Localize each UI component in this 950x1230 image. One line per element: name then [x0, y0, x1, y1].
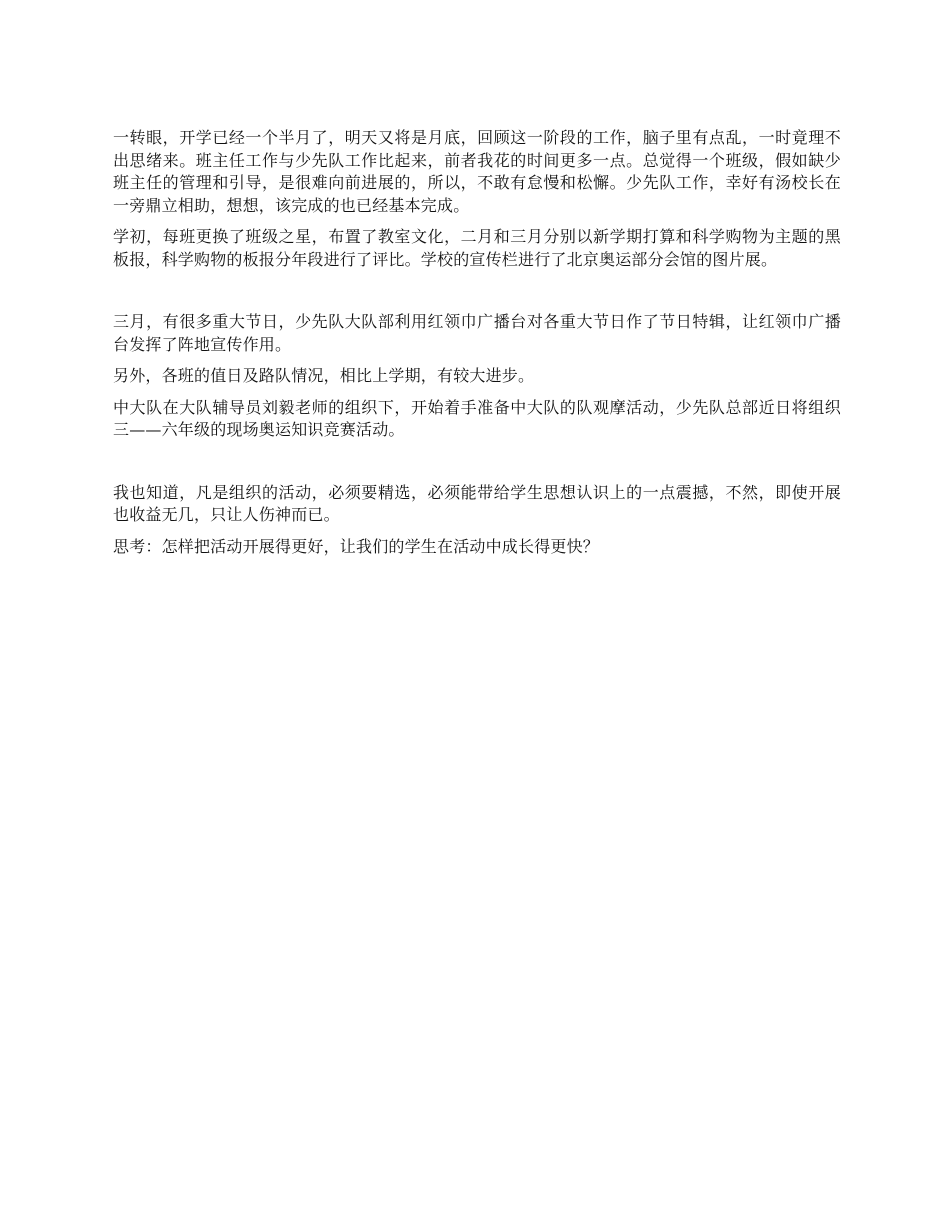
paragraph-3: 三月，有很多重大节日，少先队大队部利用红领巾广播台对各重大节日作了节日特辑，让红领巾广播台发挥了阵地宣传作用。: [113, 312, 841, 354]
document-body: [113, 127, 841, 558]
paragraph-7: 思考：怎样把活动开展得更好，让我们的学生在活动中成长得更快？: [113, 536, 600, 556]
section-spacer: [113, 442, 841, 482]
paragraph-spacer: [113, 527, 841, 536]
paragraph-6: 我也知道，凡是组织的活动，必须要精选，必须能带给学生思想认识上的一点震撼，不然，即使开展也收益无几，只让人伤神而已。: [113, 482, 841, 524]
paragraph-1: 一转眼，开学已经一个半月了，明天又将是月底，回顾这一阶段的工作，脑子里有点乱，一时竟理不出思绪来。班主任工作与少先队工作比起来，前者我花的时间更多一点。总觉得一个班级，假如缺少班主任的管理和引导，是很难向前进展的，所以，不敢有怠慢和松懈。少先队工作，幸好有汤校长在一旁鼎立相助，想想，该完成的也已经基本完成。: [113, 128, 841, 215]
paragraph-2: 学初，每班更换了班级之星，布置了教室文化，二月和三月分别以新学期打算和科学购物为主题的黑板报，科学购物的板报分年段进行了评比。学校的宣传栏进行了北京奥运部分会馆的图片展。: [113, 227, 841, 269]
paragraph-5: 中大队在大队辅导员刘毅老师的组织下，开始着手准备中大队的队观摩活动，少先队总部近日将组织三——六年级的现场奥运知识竞赛活动。: [113, 397, 841, 439]
paragraph-spacer: [113, 217, 841, 226]
section-spacer: [113, 271, 841, 311]
paragraph-spacer: [113, 388, 841, 397]
paragraph-spacer: [113, 356, 841, 365]
paragraph-4: 另外，各班的值日及路队情况，相比上学期，有较大进步。: [113, 366, 535, 385]
